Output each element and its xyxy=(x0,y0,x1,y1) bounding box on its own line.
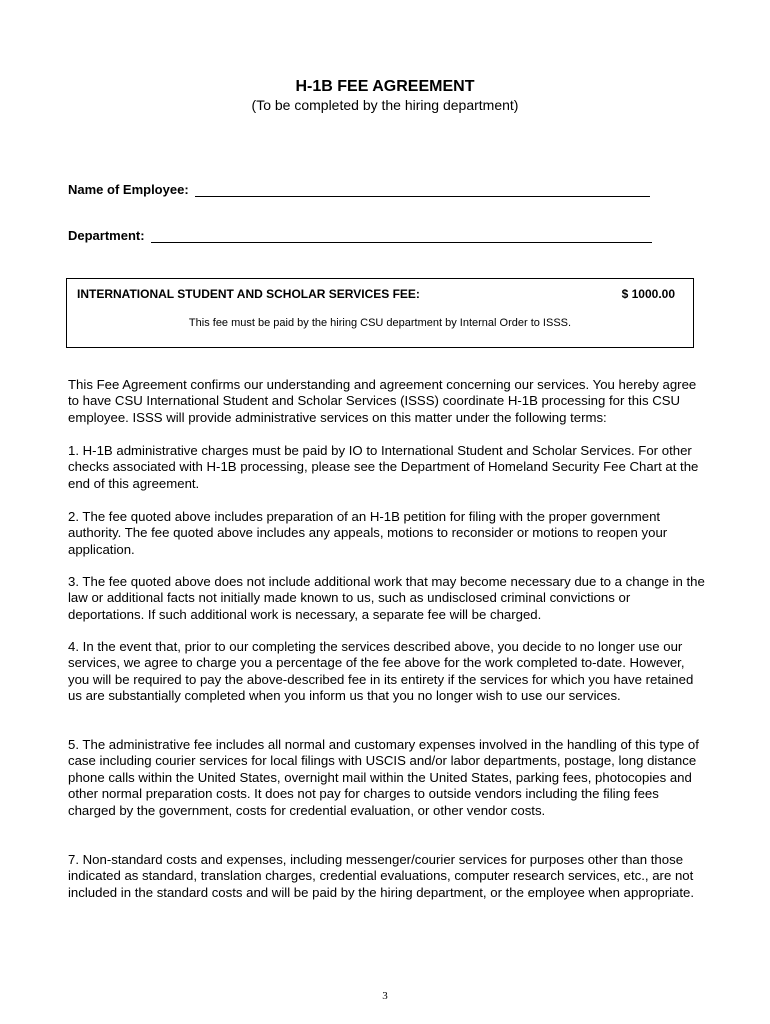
paragraph-text: This Fee Agreement confirms our understanding and agreement concerning our services. You hereby agree to have CSU International Student and Scholar Services (ISSS) coordinate H-1B processing for this CSU employee. ISSS will provide administrative services on this matter under the following terms: xyxy=(68,377,697,425)
paragraph-term-3 xyxy=(68,574,708,623)
employee-name-field xyxy=(68,182,650,197)
employee-name-blank-line[interactable] xyxy=(195,182,650,197)
paragraph-term-1 xyxy=(68,443,708,492)
fee-amount: $ 1000.00 xyxy=(621,287,675,301)
employee-name-label: Name of Employee: xyxy=(68,182,189,197)
document-title: H-1B FEE AGREEMENT xyxy=(295,78,475,95)
document-subtitle: (To be completed by the hiring department) xyxy=(251,97,519,113)
paragraph-term-2 xyxy=(68,509,708,558)
paragraph-text: 2. The fee quoted above includes preparation of an H-1B petition for filing with the proper government authority. The fee quoted above includes any appeals, motions to reconsider or motions to reopen your application. xyxy=(68,509,668,557)
page-number: 3 xyxy=(382,990,388,1002)
department-label: Department: xyxy=(68,228,145,243)
department-blank-line[interactable] xyxy=(151,228,652,243)
paragraph-text: 5. The administrative fee includes all normal and customary expenses involved in the handling of this type of case including courier services for local filings with USCIS and/or labor departments, postage, long distance phone calls within the United States, overnight mail within the United States, parking fees, photocopies and other normal preparation costs. It does not pay for charges to outside vendors including the filing fees charged by the government, costs for credential evaluation, or other vendor costs. xyxy=(68,737,699,818)
department-field xyxy=(68,228,652,243)
fee-row xyxy=(77,287,675,301)
paragraph-term-7 xyxy=(68,852,708,901)
paragraph-text: 7. Non-standard costs and expenses, including messenger/courier services for purposes other than those indicated as standard, translation charges, credential evaluations, computer research services, etc., are not included in the standard costs and will be paid by the hiring department, or the employee when appropriate. xyxy=(68,852,695,900)
paragraph-intro xyxy=(68,377,708,426)
paragraph-term-5 xyxy=(68,737,708,819)
fee-label: INTERNATIONAL STUDENT AND SCHOLAR SERVICES FEE: xyxy=(77,287,420,301)
paragraph-text: 3. The fee quoted above does not include additional work that may become necessary due to a change in the law or additional facts not initially made known to us, such as undisclosed criminal convictions or deportations. If such additional work is necessary, a separate fee will be charged. xyxy=(68,574,705,622)
fee-note: This fee must be paid by the hiring CSU department by Internal Order to ISSS. xyxy=(188,317,572,329)
fee-box xyxy=(66,278,694,348)
paragraph-text: 4. In the event that, prior to our completing the services described above, you decide to no longer use our services, we agree to charge you a percentage of the fee above for the work completed to-date. However, you will be required to pay the above-described fee in its entirety if the services for which you have retained us are substantially completed when you inform us that you no longer wish to use our services. xyxy=(68,639,694,704)
paragraph-text: 1. H-1B administrative charges must be paid by IO to International Student and Scholar Services. For other checks associated with H-1B processing, please see the Department of Homeland Security Fee Chart at the end of this agreement. xyxy=(68,443,699,491)
paragraph-term-4 xyxy=(68,639,708,705)
